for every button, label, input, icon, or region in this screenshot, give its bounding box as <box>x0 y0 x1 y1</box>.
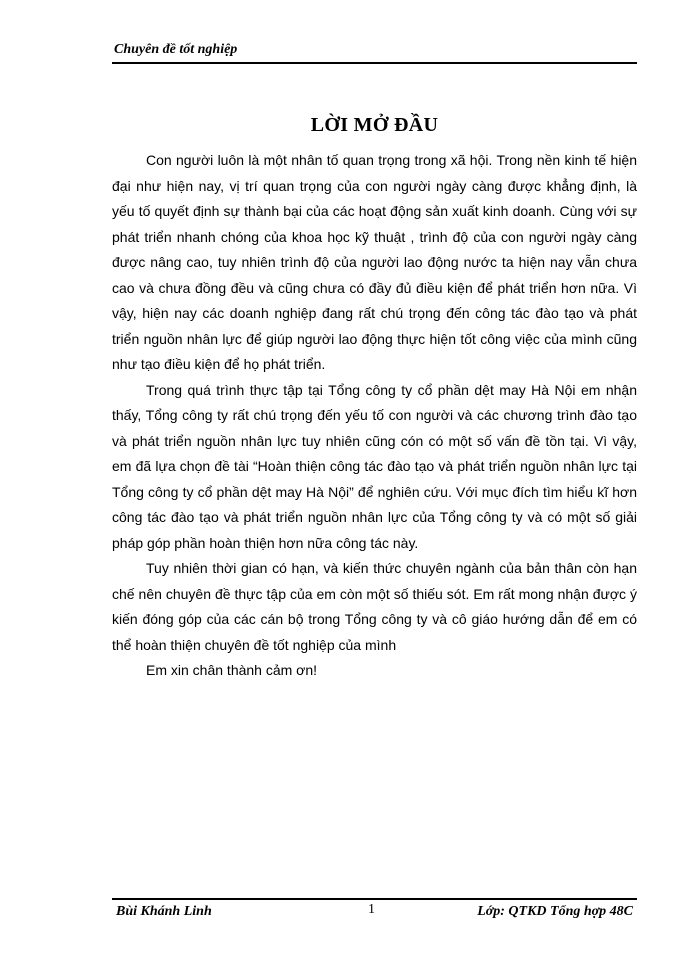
document-heading: LỜI MỞ ĐẦU <box>310 114 439 136</box>
page-header <box>112 38 637 64</box>
header-title: Chuyên đề tốt nghiệp <box>114 42 238 57</box>
paragraph-intro: Con người luôn là một nhân tố quan trọng trong xã hội. Trong nền kinh tế hiện đại như hiện nay, vị trí quan trọng của con người ngày càng được khẳng định, là yếu tố quyết định sự thành bại của các hoạt động sản xuất kinh doanh. Cùng với sự phát triển nhanh chóng của khoa học kỹ thuật , trình độ của con người ngày càng được nâng cao, tuy nhiên trình độ của người lao động nước ta hiện nay vẫn chưa cao và chưa đồng đều và cũng chưa có đầy đủ điều kiện để phát triển hơn nữa. Vì vậy, hiện nay các doanh nghiệp đang rất chú trọng đến công tác đào tạo và phát triển nguồn nhân lực để giúp người lao động thực hiện tốt công việc của mình cũng như tạo điều kiện để họ phát triển. <box>112 152 637 372</box>
document-body <box>112 148 637 684</box>
page-number: 1 <box>368 902 375 917</box>
paragraph-thanks: Em xin chân thành cảm ơn! <box>146 662 318 678</box>
footer-author: Bùi Khánh Linh <box>116 904 212 919</box>
page-footer <box>112 898 637 924</box>
footer-class: Lớp: QTKD Tổng hợp 48C <box>477 904 633 919</box>
paragraph-internship: Trong quá trình thực tập tại Tổng công ty cổ phần dệt may Hà Nội em nhận thấy, Tổng công ty rất chú trọng đến yếu tố con người và các chương trình đào tạo và phát triển nguồn nhân lực tuy nhiên cũng cón có một số vấn đề tồn tại. Vì vậy, em đã lựa chọn đề tài “Hoàn thiện công tác đào tạo và phát triển nguồn nhân lực tại Tổng công ty cổ phần dệt may Hà Nội” để nghiên cứu. Với mục đích tìm hiểu kĩ hơn công tác đào tạo và phát triển nguồn nhân lực của Tổng công ty và có một số giải pháp góp phần hoàn thiện hơn nữa công tác này. <box>112 381 637 551</box>
paragraph-limitations: Tuy nhiên thời gian có hạn, và kiến thức chuyên ngành của bản thân còn hạn chế nên chuyên đề thực tập của em còn một số thiếu sót. Em rất mong nhận được ý kiến đóng góp của các cán bộ trong Tổng công ty và cô giáo hướng dẫn để em có thể hoàn thiện chuyên đề tốt nghiệp của mình <box>112 560 637 653</box>
